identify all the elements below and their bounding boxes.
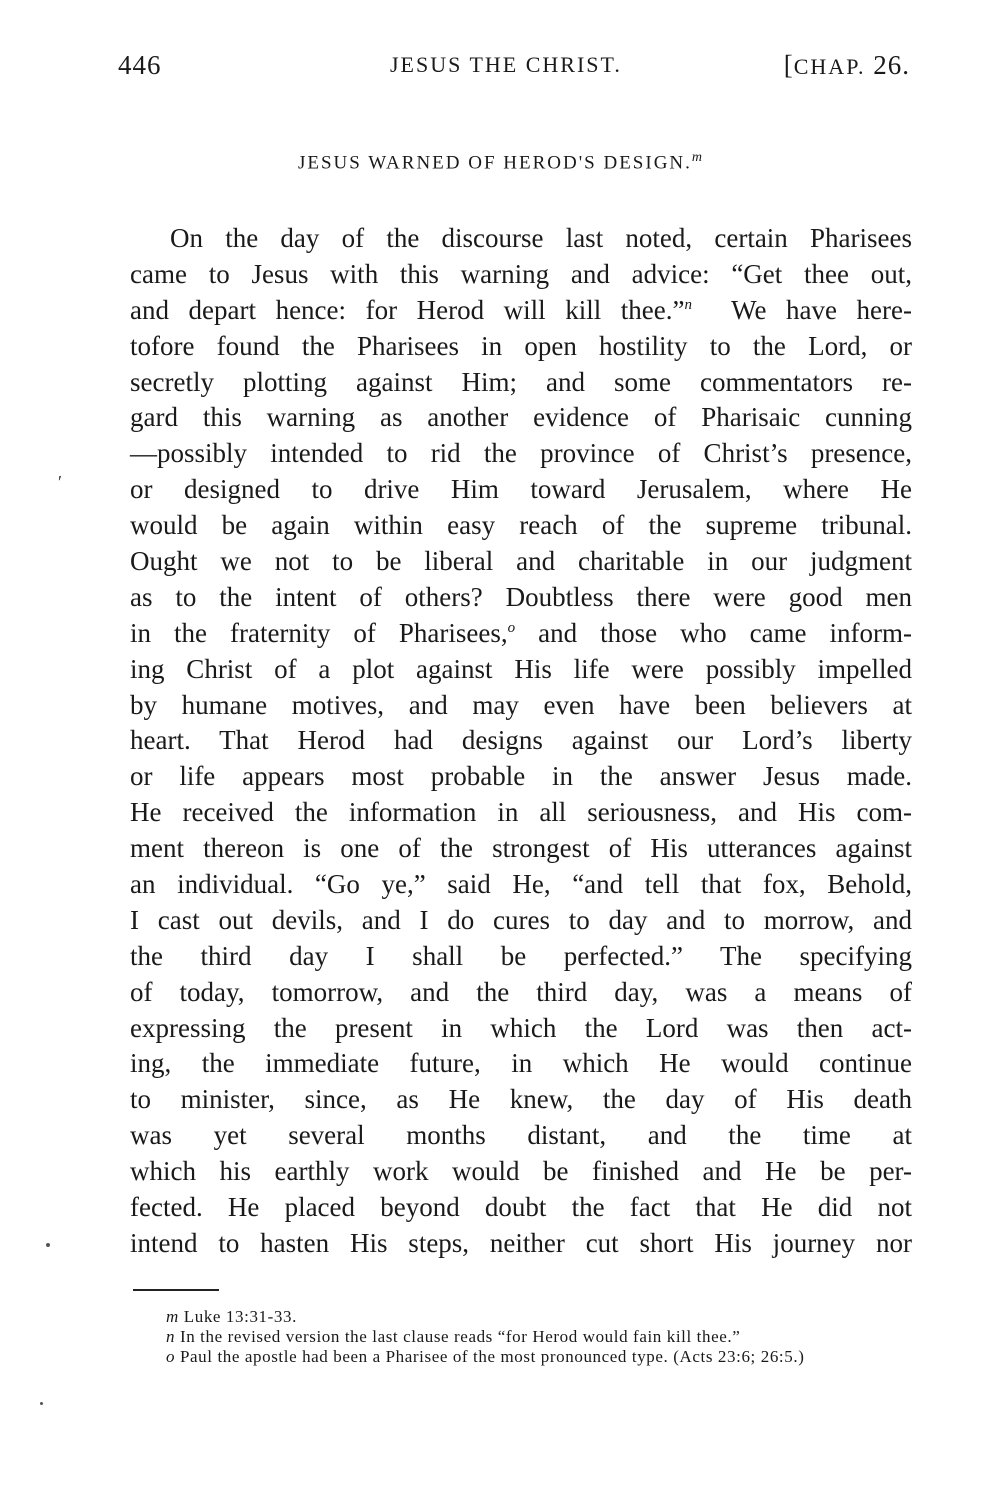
text-line: —possibly intended to rid the province of Christ’s presence, xyxy=(130,438,912,469)
text-line: came to Jesus with this warning and advice: “Get thee out, xyxy=(130,258,912,289)
text-line: by humane motives, and may even have been believers at xyxy=(130,689,912,720)
text-line-part: and those who came inform- xyxy=(538,617,913,648)
text-line: ing Christ of a plot against His life were possibly impelled xyxy=(130,653,912,684)
chapter-bracket: [ xyxy=(783,50,794,80)
margin-dot xyxy=(40,1402,43,1405)
text-line: was yet several months distant, and the time at xyxy=(130,1120,912,1151)
text-line-part: We have here- xyxy=(731,294,912,325)
text-line: I cast out devils, and I do cures to day and to morrow, and xyxy=(130,904,912,935)
text-line: which his earthly work would be finished and He be per- xyxy=(130,1156,912,1187)
text-line: would be again within easy reach of the supreme tribunal. xyxy=(130,510,912,541)
text-line: secretly plotting against Him; and some commentators re- xyxy=(130,366,912,397)
text-line: of today, tomorrow, and the third day, was a means of xyxy=(130,976,912,1007)
text-line: or designed to drive Him toward Jerusalem, where He xyxy=(130,474,912,505)
text-line: ment thereon is one of the strongest of His utterances against xyxy=(130,833,912,864)
text-line: gard this warning as another evidence of Pharisaic cunning xyxy=(130,402,912,433)
text-line-part: and depart hence: for Herod will kill thee.” xyxy=(130,294,685,325)
text-line: the third day I shall be perfected.” The specifying xyxy=(130,940,912,971)
text-line: Ought we not to be liberal and charitable in our judgment xyxy=(130,546,912,577)
text-line: He received the information in all seriousness, and His com- xyxy=(130,797,912,828)
chapter-label xyxy=(784,50,910,81)
running-head xyxy=(118,50,910,90)
footnote-text: In the revised version the last clause reads “for Herod would fain kill thee.” xyxy=(179,1327,741,1346)
text-line: On the day of the discourse last noted, certain Pharisees xyxy=(170,223,912,253)
chapter-word: CHAP. xyxy=(793,54,866,79)
footnote xyxy=(132,1307,914,1327)
body-text xyxy=(130,221,912,1262)
text-line: intend to hasten His steps, neither cut short His journey nor xyxy=(130,1227,912,1258)
text-line: to minister, since, as He knew, the day of His death xyxy=(130,1084,912,1115)
text-line: heart. That Herod had designs against our Lord’s liberty xyxy=(130,725,912,756)
footnote-divider xyxy=(133,1289,219,1291)
text-line xyxy=(130,616,912,652)
text-line: fected. He placed beyond doubt the fact that He did not xyxy=(130,1192,912,1223)
footnote-mark: m xyxy=(166,1307,179,1326)
chapter-number: 26. xyxy=(873,50,910,80)
footnotes xyxy=(132,1307,914,1367)
section-heading-text: JESUS WARNED OF HEROD'S DESIGN. xyxy=(297,152,692,174)
footnote-ref-n: n xyxy=(684,296,693,313)
section-heading xyxy=(0,150,1000,174)
footnote-mark: o xyxy=(166,1347,176,1366)
margin-mark: ′ xyxy=(58,472,62,492)
footnote-text: Paul the apostle had been a Pharisee of the most pronounced type. (Acts 23:6; 26:5.) xyxy=(179,1347,805,1366)
text-line xyxy=(130,293,912,329)
text-line: tofore found the Pharisees in open hostility to the Lord, or xyxy=(130,330,912,361)
page-number: 446 xyxy=(118,50,162,80)
text-line: or life appears most probable in the answer Jesus made. xyxy=(130,761,912,792)
footnote-ref-o: o xyxy=(507,619,516,636)
footnote xyxy=(132,1327,914,1347)
footnote-mark: n xyxy=(166,1327,176,1346)
footnote-ref-m: m xyxy=(691,150,703,165)
running-title: JESUS THE CHRIST. xyxy=(390,52,622,77)
margin-dot xyxy=(46,1243,50,1247)
text-line: ing, the immediate future, in which He would continue xyxy=(130,1048,912,1079)
footnote-text: Luke 13:31-33. xyxy=(183,1307,297,1326)
text-line: expressing the present in which the Lord was then act- xyxy=(130,1012,912,1043)
text-line: as to the intent of others? Doubtless there were good men xyxy=(130,581,912,612)
footnote xyxy=(132,1347,914,1367)
text-line: an individual. “Go ye,” said He, “and tell that fox, Behold, xyxy=(130,869,912,900)
text-line-part: in the fraternity of Pharisees, xyxy=(130,617,508,648)
